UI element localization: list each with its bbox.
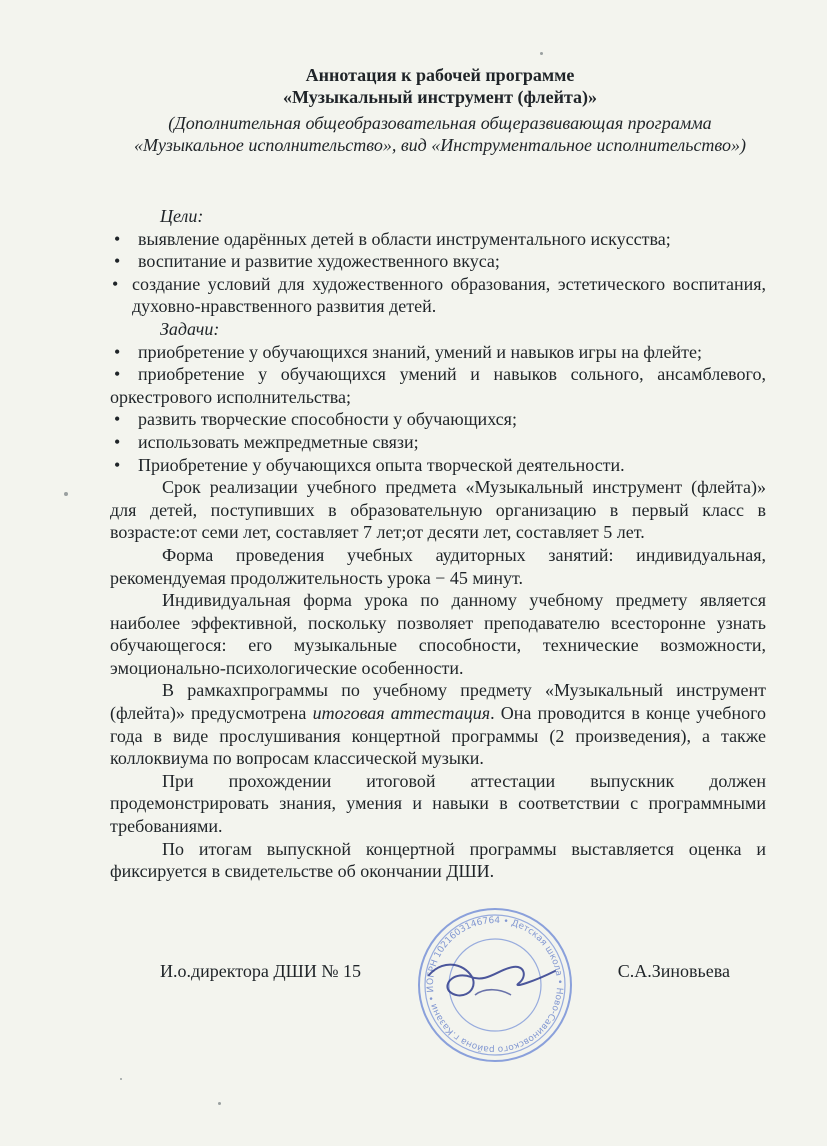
bullet-icon: •: [112, 273, 119, 294]
bullet-icon: •: [114, 364, 121, 385]
title-line-1: Аннотация к рабочей программе: [305, 65, 575, 85]
bullet-icon: •: [114, 228, 121, 249]
stamp-ring-text: ОГРН 1021603146764 • Детская школа • Ново-Савиновского района г.Казани • И: [425, 915, 565, 1055]
title-line-2: «Музыкальный инструмент (флейта)»: [282, 87, 597, 107]
goal-item: • выявление одарённых детей в области инструментального искусства;: [114, 228, 671, 249]
task-item: • Приобретение у обучающихся опыта творческой деятельности.: [114, 454, 625, 475]
goal-item: • воспитание и развитие художественного вкуса;: [114, 251, 500, 272]
subtitle: (Дополнительная общеобразовательная общеразвивающая программа «Музыкальное исполнительство», вид «Инструментальное исполнительство»): [133, 113, 747, 155]
paper-speck: [64, 492, 68, 496]
task-item: • приобретение у обучающихся умений и навыков сольного, ансамблевого, оркестрового исполнительства;: [110, 364, 766, 407]
bullet-icon: •: [114, 409, 121, 430]
goal-item: • создание условий для художественного образования, эстетического воспитания, духовно-нравственного развития детей.: [112, 273, 766, 317]
paragraph-graduate-requirements: При прохождении итоговой аттестации выпускник должен продемонстрировать знания, умения и навыки в соответствии с программными требованиями.: [110, 770, 766, 837]
emphasis-final-attestation: итоговая аттестация: [312, 703, 491, 724]
goals-label: Цели:: [160, 206, 204, 226]
paragraph-individual-lesson: Индивидуальная форма урока по данному учебному предмету является наиболее эффективной, поскольку позволяет преподавателю всесторонне узнать обучающегося: его музыкальные способности, технические возможности, эмоционально-психологические особенности.: [110, 590, 766, 678]
signatory-name: С.А.Зиновьева: [617, 961, 730, 981]
paragraph-duration: Срок реализации учебного предмета «Музыкальный инструмент (флейта)» для детей, поступивших в образовательную организацию в первый класс в возрасте:от семи лет, составляет 7 лет;от десяти лет, составляет 5 лет.: [110, 477, 766, 543]
paragraph-assessment: По итогам выпускной концертной программы выставляется оценка и фиксируется в свидетельстве об окончании ДШИ.: [110, 838, 766, 882]
svg-text:ОГРН 1021603146764 • Детская ш: [415, 905, 564, 1054]
paper-speck: [120, 1078, 122, 1080]
paper-speck: [540, 52, 543, 55]
task-item: • развить творческие способности у обучающихся;: [114, 409, 517, 430]
bullet-icon: •: [114, 341, 121, 362]
paragraph-lesson-form: Форма проведения учебных аудиторных занятий: индивидуальная, рекомендуемая продолжительность урока − 45 минут.: [110, 544, 766, 588]
paper-speck: [218, 1102, 221, 1105]
paragraph-final-attestation: В рамкахпрограммы по учебному предмету «Музыкальный инструмент (флейта)» предусмотрена итоговая аттестация. Она проводится в конце учебного года в виде прослушивания концертной программы (2 произведения), а также коллоквиума по вопросам классической музыки.: [110, 680, 767, 769]
task-item: • приобретение у обучающихся знаний, умений и навыков игры на флейте;: [114, 341, 702, 362]
task-item: • использовать межпредметные связи;: [114, 431, 419, 452]
bullet-icon: •: [114, 454, 121, 475]
school-stamp: [415, 905, 575, 1065]
bullet-icon: •: [114, 431, 121, 452]
signatory-position: И.о.директора ДШИ № 15: [160, 961, 362, 981]
body-text: [110, 205, 766, 883]
bullet-icon: •: [114, 251, 121, 272]
title-block: [110, 64, 770, 156]
tasks-label: Задачи:: [160, 318, 220, 339]
